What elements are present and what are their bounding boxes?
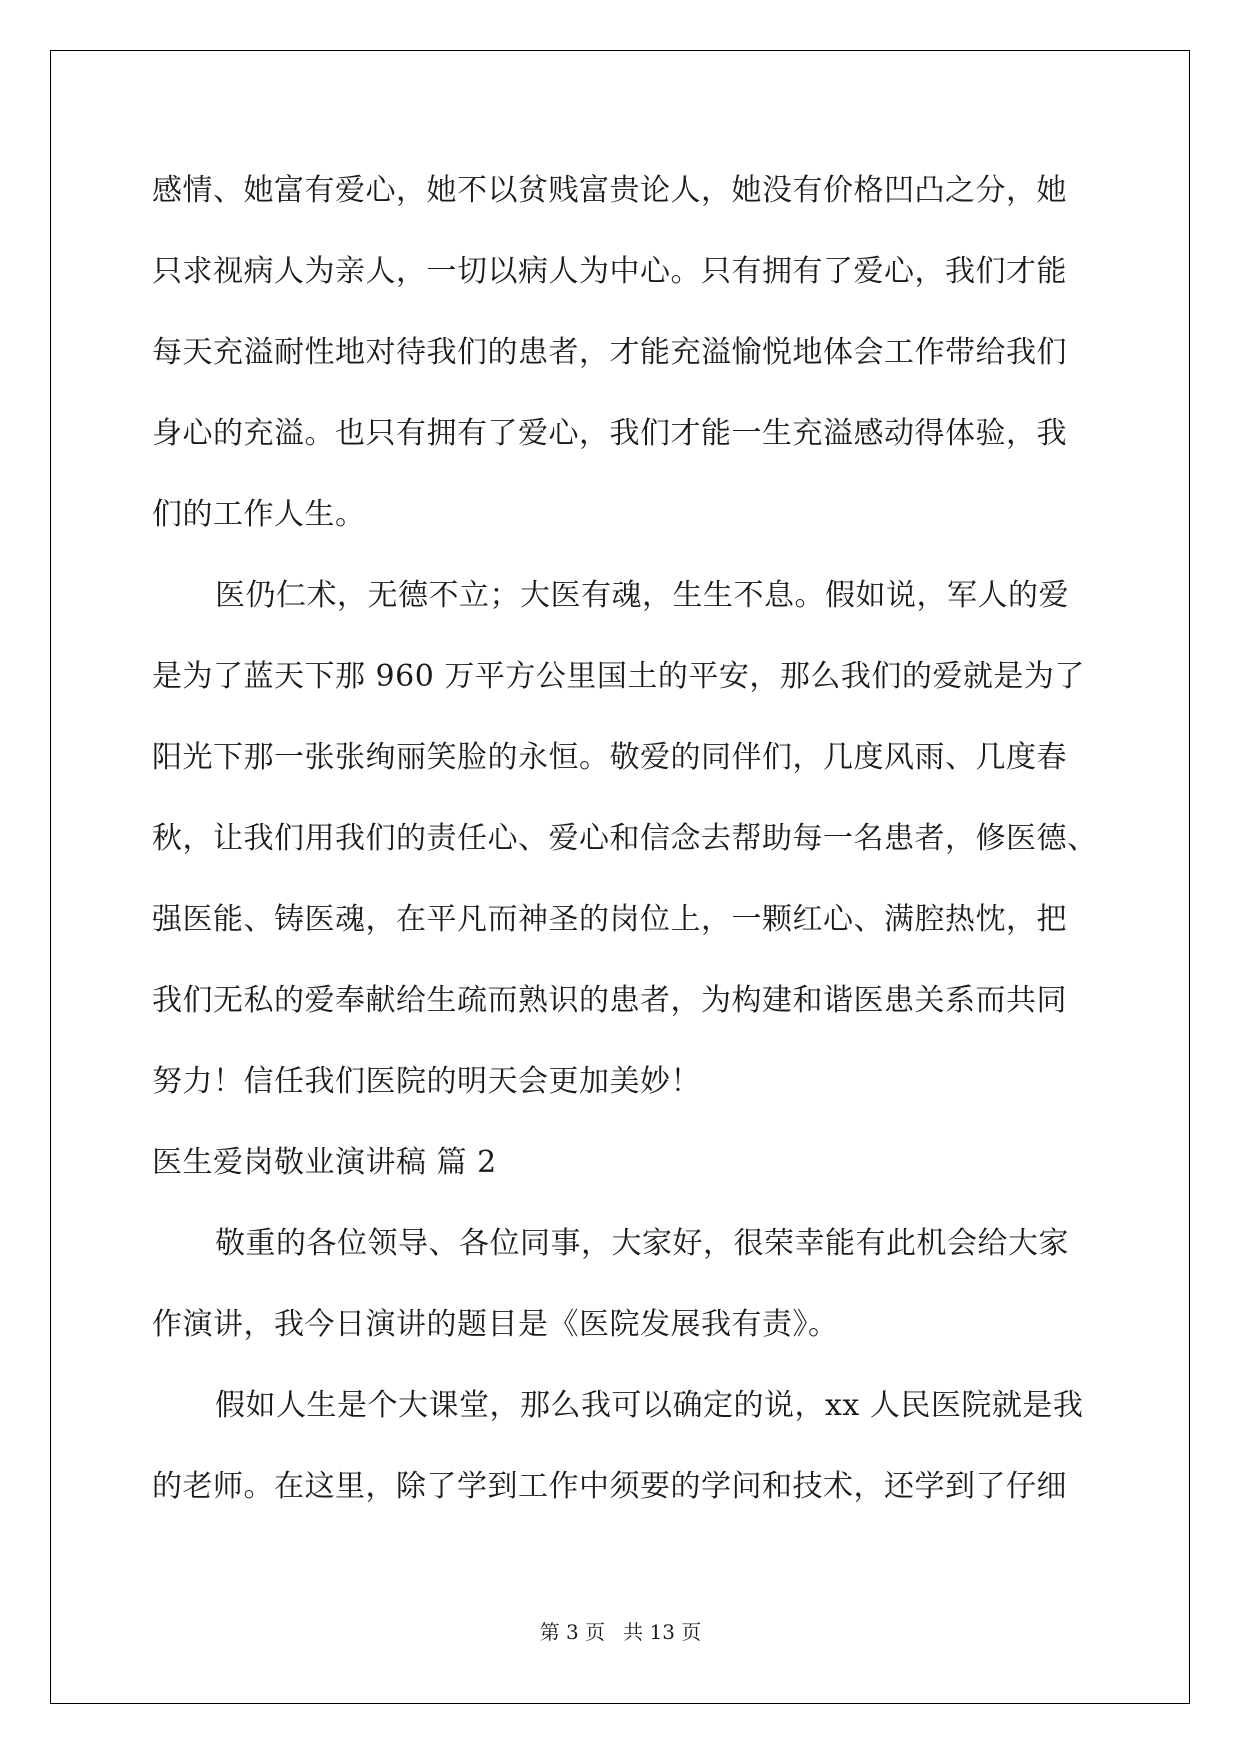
text-line: 的老师。在这里，除了学到工作中须要的学问和技术，还学到了仔细 xyxy=(152,1469,1067,1504)
text-line: 努力！信任我们医院的明天会更加美妙！ xyxy=(152,1064,701,1099)
section-heading: 医生爱岗敬业演讲稿 篇 2 xyxy=(152,1145,497,1180)
text-line: 每天充溢耐性地对待我们的患者，才能充溢愉悦地体会工作带给我们 xyxy=(152,335,1067,370)
text-line: 秋，让我们用我们的责任心、爱心和信念去帮助每一名患者，修医德、 xyxy=(152,821,1098,856)
document-body xyxy=(152,150,1102,1527)
text-line: 们的工作人生。 xyxy=(152,497,366,532)
text-line: 强医能、铸医魂，在平凡而神圣的岗位上，一颗红心、满腔热忱，把 xyxy=(152,902,1067,937)
text-line: 作演讲，我今日演讲的题目是《医院发展我有责》。 xyxy=(152,1307,839,1342)
page-number: 第 3 页 xyxy=(539,1620,606,1644)
page-footer xyxy=(0,1620,1241,1644)
text-line: 阳光下那一张张绚丽笑脸的永恒。敬爱的同伴们，几度风雨、几度春 xyxy=(152,740,1067,775)
paragraph-start-line: 医仍仁术，无德不立；大医有魂，生生不息。假如说，军人的爱 xyxy=(215,578,1069,613)
text-line: 感情、她富有爱心，她不以贫贱富贵论人，她没有价格凹凸之分，她 xyxy=(152,173,1067,208)
text-line: 是为了蓝天下那 960 万平方公里国土的平安，那么我们的爱就是为了 xyxy=(152,659,1085,694)
paragraph-start-line: 假如人生是个大课堂，那么我可以确定的说，xx 人民医院就是我 xyxy=(215,1388,1084,1423)
page-total: 共 13 页 xyxy=(623,1620,702,1644)
paragraph-start-line: 敬重的各位领导、各位同事，大家好，很荣幸能有此机会给大家 xyxy=(215,1226,1069,1261)
text-line: 只求视病人为亲人，一切以病人为中心。只有拥有了爱心，我们才能 xyxy=(152,254,1067,289)
text-line: 我们无私的爱奉献给生疏而熟识的患者，为构建和谐医患关系而共同 xyxy=(152,983,1067,1018)
text-line: 身心的充溢。也只有拥有了爱心，我们才能一生充溢感动得体验，我 xyxy=(152,416,1067,451)
